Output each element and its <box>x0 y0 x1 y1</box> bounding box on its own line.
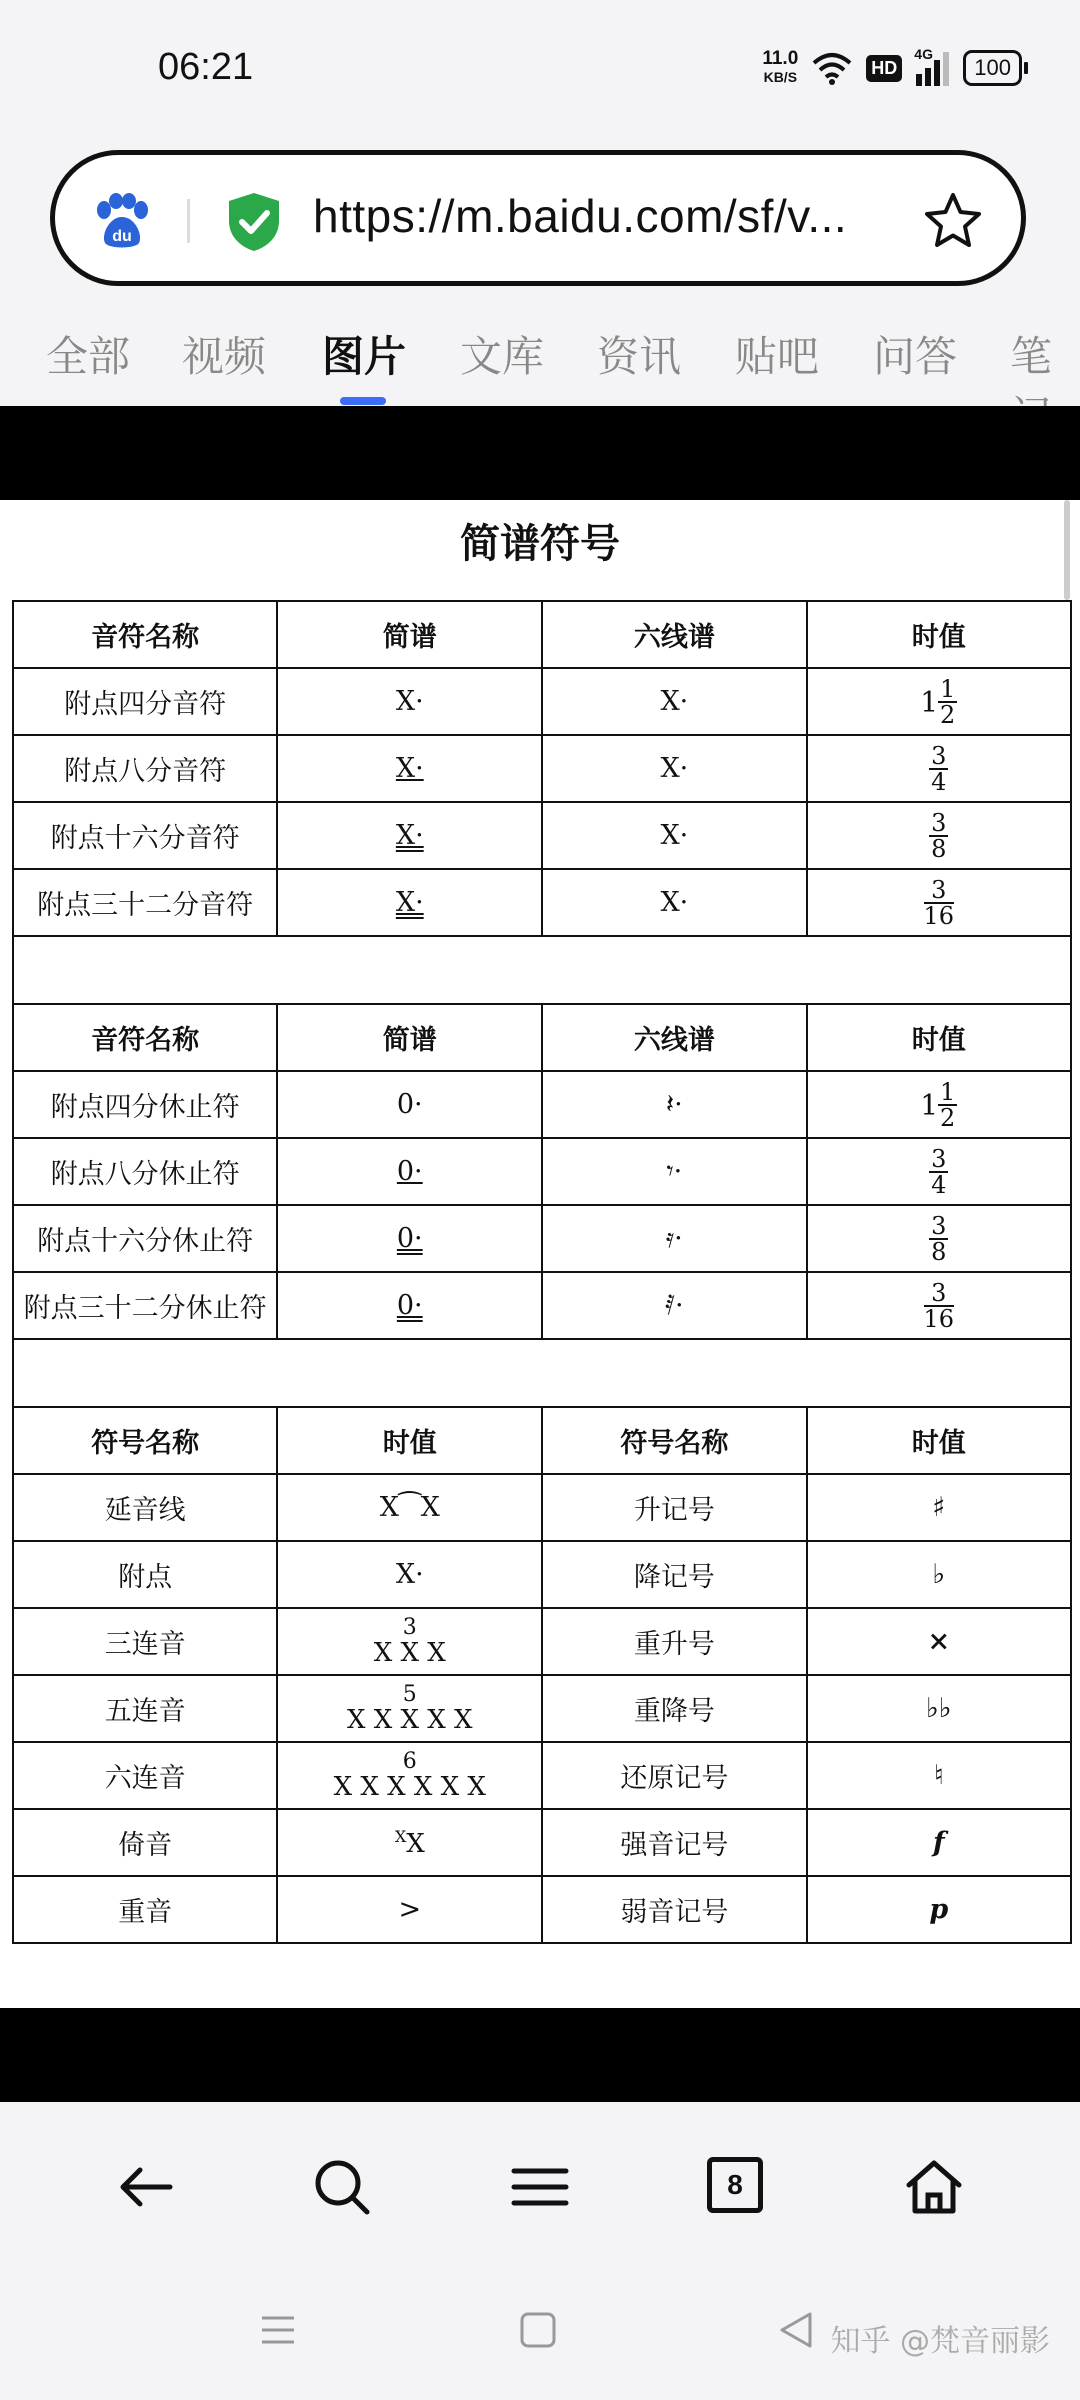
status-bar <box>0 0 1080 135</box>
watermark: 知乎 @梵音丽影 <box>830 2324 1050 2359</box>
address-bar[interactable] <box>50 150 1026 286</box>
table-row: 附点四分休止符 0· 𝄽· 1 $\frac{1}{2}$ <box>13 1071 1071 1138</box>
table-spacer-row <box>13 1339 1071 1407</box>
hd-badge: HD <box>866 55 902 82</box>
table-header-row: 音符名称 简谱 六线谱 时值 <box>13 1004 1071 1071</box>
scrollbar[interactable] <box>1064 500 1070 600</box>
table-header-row: 音符名称 简谱 六线谱 时值 <box>13 601 1071 668</box>
battery-icon: 100 <box>963 50 1028 86</box>
browser-bottom-nav <box>0 2102 1080 2262</box>
system-nav-bar <box>0 2262 1080 2400</box>
url-text[interactable]: https://m.baidu.com/sf/v... <box>313 190 848 242</box>
menu-icon[interactable] <box>510 2157 570 2217</box>
tab-library[interactable]: 文库 <box>460 332 545 381</box>
table-row: 附点十六分音符 X· X· $\frac{3}{8}$ <box>13 802 1071 869</box>
tab-news[interactable]: 资讯 <box>597 332 682 381</box>
address-separator <box>187 199 190 243</box>
tab-images[interactable]: 图片 <box>322 332 407 381</box>
table-row: 附点三十二分休止符 0· 𝅀· $\frac{3}{16}$ <box>13 1272 1071 1339</box>
table-row: 延音线 X⁀X 升记号 ♯ <box>13 1474 1071 1541</box>
table-row: 倚音 $^X$X 强音记号 f <box>13 1809 1071 1876</box>
table-row: 三连音 3 X X X 重升号 × <box>13 1608 1071 1675</box>
table-row: 附点四分音符 X· X· 1 $\frac{1}{2}$ <box>13 668 1071 735</box>
network-speed: 11.0 KB/S <box>762 48 799 85</box>
table-row: 五连音 5 X X X X X 重降号 ♭♭ <box>13 1675 1071 1742</box>
table-row: 附点八分音符 X· X· $\frac{3}{4}$ <box>13 735 1071 802</box>
symbol-table <box>12 600 1072 1944</box>
tab-video[interactable]: 视频 <box>182 332 267 381</box>
shield-check-icon[interactable] <box>225 191 283 253</box>
table-row: 六连音 6 X X X X X X 还原记号 ♮ <box>13 1742 1071 1809</box>
document-title: 简谱符号 <box>460 520 620 567</box>
table-row: 重音 > 弱音记号 p <box>13 1876 1071 1943</box>
tab-notes[interactable]: 笔 <box>1010 332 1053 381</box>
table-row: 附点 X· 降记号 ♭ <box>13 1541 1071 1608</box>
signal-icon: 4G <box>916 50 949 86</box>
tab-qa[interactable]: 问答 <box>873 332 958 381</box>
tab-all[interactable]: 全部 <box>46 332 131 381</box>
tab-tieba[interactable]: 贴吧 <box>735 332 820 381</box>
table-row: 附点八分休止符 0· 𝄾· $\frac{3}{4}$ <box>13 1138 1071 1205</box>
table-header-row: 符号名称 时值 符号名称 时值 <box>13 1407 1071 1474</box>
wifi-icon <box>812 51 852 85</box>
back-triangle-icon[interactable] <box>776 2310 816 2350</box>
image-content[interactable] <box>0 500 1080 2008</box>
baidu-paw-icon[interactable] <box>91 193 153 249</box>
svg-text:du: du <box>112 228 132 245</box>
image-viewer-bottom-bar <box>0 2008 1080 2102</box>
active-tab-indicator <box>340 397 386 405</box>
home-square-icon[interactable] <box>518 2310 558 2350</box>
status-time: 06:21 <box>158 46 254 88</box>
table-row: 附点三十二分音符 X· X· $\frac{3}{16}$ <box>13 869 1071 936</box>
table-spacer-row <box>13 936 1071 1004</box>
recent-apps-icon[interactable] <box>258 2310 298 2350</box>
search-tabs <box>0 300 1080 406</box>
status-icons <box>762 46 1028 90</box>
back-arrow-icon[interactable] <box>116 2157 176 2217</box>
search-icon[interactable] <box>312 2157 372 2217</box>
star-bookmark-icon[interactable] <box>923 191 983 251</box>
tabs-count-button[interactable]: 8 <box>707 2157 763 2213</box>
table-row: 附点十六分休止符 0· 𝄿· $\frac{3}{8}$ <box>13 1205 1071 1272</box>
home-icon[interactable] <box>904 2157 964 2217</box>
image-viewer-top-bar <box>0 406 1080 500</box>
